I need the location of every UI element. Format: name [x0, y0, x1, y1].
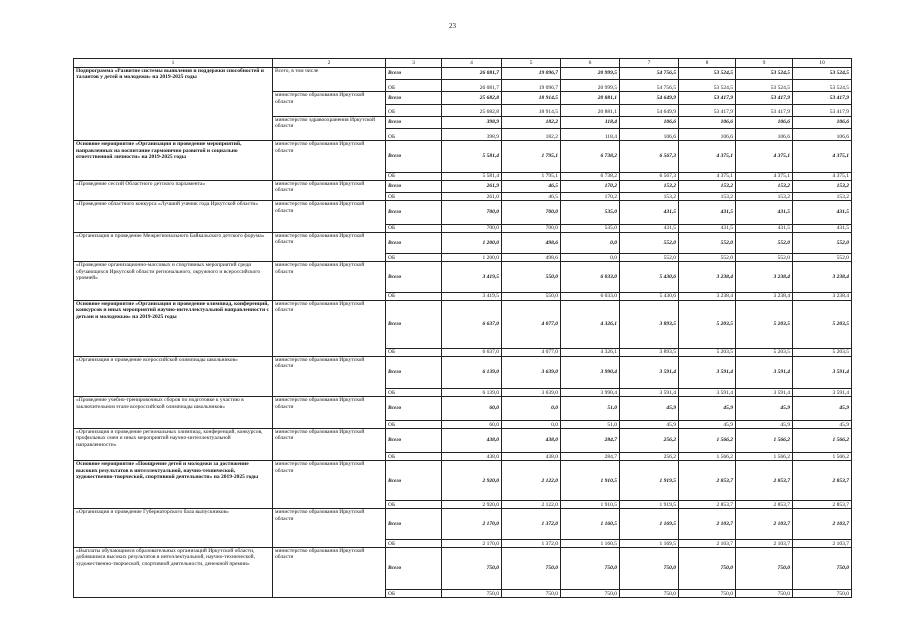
amount-cell: 4 375,1: [736, 172, 793, 180]
amount-cell: 26 081,7: [442, 80, 502, 92]
amount-cell: 53 524,5: [793, 80, 852, 92]
amount-cell: 431,5: [679, 201, 736, 224]
executor-cell: министерство образования Иркутской области: [273, 461, 386, 509]
funding-source-cell: ОБ: [386, 501, 442, 509]
funding-source-cell: ОБ: [386, 292, 442, 300]
amount-cell: 1 200,0: [442, 254, 502, 262]
amount-cell: 535,0: [561, 201, 620, 224]
funding-source-cell: ОБ: [386, 453, 442, 461]
amount-cell: 26 081,7: [442, 68, 502, 80]
amount-cell: 4 375,1: [793, 172, 852, 180]
amount-cell: 45,9: [736, 397, 793, 420]
amount-cell: 18 914,5: [502, 104, 561, 116]
amount-cell: 3 419,5: [442, 262, 502, 293]
amount-cell: 398,9: [442, 129, 502, 141]
executor-cell: министерство образования Иркутской области: [273, 509, 386, 548]
amount-cell: 3 990,4: [561, 389, 620, 397]
amount-cell: 53 417,9: [679, 92, 736, 104]
amount-cell: 535,0: [561, 224, 620, 232]
amount-cell: 3 591,4: [736, 389, 793, 397]
amount-cell: 2 122,0: [502, 461, 561, 501]
amount-cell: 3 591,4: [793, 389, 852, 397]
executor-cell: министерство образования Иркутской области: [273, 201, 386, 233]
amount-cell: 1 566,2: [793, 428, 852, 452]
amount-cell: 25 682,8: [442, 92, 502, 104]
amount-cell: 431,5: [620, 224, 679, 232]
table-row: [74, 300, 852, 348]
amount-cell: 1 566,2: [679, 428, 736, 452]
executor-cell: министерство образования Иркутской области: [273, 92, 386, 116]
amount-cell: 700,0: [442, 201, 502, 224]
amount-cell: 552,0: [793, 254, 852, 262]
amount-cell: 6 738,2: [561, 172, 620, 180]
amount-cell: 5 430,6: [620, 262, 679, 293]
amount-cell: 261,9: [442, 180, 502, 192]
amount-cell: 2 853,7: [793, 461, 852, 501]
funding-source-cell: ОБ: [386, 193, 442, 201]
amount-cell: 1 566,2: [736, 428, 793, 452]
amount-cell: 2 103,7: [793, 539, 852, 547]
amount-cell: 4 375,1: [679, 141, 736, 173]
amount-cell: 2 920,0: [442, 501, 502, 509]
funding-source-cell: Всего: [386, 92, 442, 104]
amount-cell: 431,5: [679, 224, 736, 232]
amount-cell: 53 524,5: [679, 68, 736, 80]
table-row: [74, 68, 852, 80]
amount-cell: 700,0: [502, 224, 561, 232]
amount-cell: 5 203,5: [793, 300, 852, 348]
amount-cell: 261,0: [442, 193, 502, 201]
amount-cell: 6 637,0: [442, 300, 502, 348]
amount-cell: 552,0: [620, 254, 679, 262]
amount-cell: 51,0: [561, 420, 620, 428]
program-name-cell: «Проведение сессий Областного детского парламента»: [74, 180, 273, 200]
funding-source-cell: Всего: [386, 141, 442, 173]
funding-source-cell: Всего: [386, 397, 442, 420]
amount-cell: 153,2: [793, 180, 852, 192]
amount-cell: 4 077,0: [502, 348, 561, 356]
amount-cell: 750,0: [793, 547, 852, 589]
program-name-cell: «Организация и проведение Межрегионального Байкальского детского форума»: [74, 232, 273, 261]
amount-cell: 6 637,0: [442, 348, 502, 356]
amount-cell: 20 999,5: [561, 68, 620, 80]
amount-cell: 2 122,0: [502, 501, 561, 509]
amount-cell: 700,0: [502, 201, 561, 224]
amount-cell: 700,0: [442, 224, 502, 232]
amount-cell: 2 103,7: [736, 509, 793, 540]
program-name-cell: «Проведение организационно-массовых и спортивных мероприятий среди обучающихся Иркутской области регионального, окружного и всероссийского уровней»: [74, 262, 273, 301]
table-row: [74, 201, 852, 224]
amount-cell: 19 096,7: [502, 80, 561, 92]
amount-cell: 54 649,9: [620, 92, 679, 104]
executor-cell: министерство образования Иркутской области: [273, 180, 386, 200]
amount-cell: 182,2: [502, 116, 561, 128]
amount-cell: 53 417,9: [736, 104, 793, 116]
amount-cell: 106,6: [620, 129, 679, 141]
column-header: 10: [793, 59, 852, 68]
amount-cell: 256,2: [620, 453, 679, 461]
amount-cell: 1 566,2: [736, 453, 793, 461]
amount-cell: 4 375,1: [736, 141, 793, 173]
amount-cell: 53 417,9: [679, 104, 736, 116]
amount-cell: 284,7: [561, 453, 620, 461]
table-row: [74, 232, 852, 253]
amount-cell: 46,5: [502, 193, 561, 201]
amount-cell: 1 795,1: [502, 141, 561, 173]
amount-cell: 51,0: [561, 397, 620, 420]
amount-cell: 54 756,5: [620, 80, 679, 92]
amount-cell: 5 203,5: [793, 348, 852, 356]
executor-cell: министерство образования Иркутской области: [273, 232, 386, 261]
amount-cell: 431,5: [736, 201, 793, 224]
amount-cell: 750,0: [620, 547, 679, 589]
table-body: [74, 68, 852, 598]
column-header: 2: [273, 59, 386, 68]
amount-cell: 750,0: [561, 589, 620, 597]
funding-source-cell: Всего: [386, 262, 442, 293]
amount-cell: 54 756,5: [620, 68, 679, 80]
amount-cell: 106,6: [736, 129, 793, 141]
amount-cell: 118,4: [561, 116, 620, 128]
amount-cell: 53 417,9: [793, 104, 852, 116]
amount-cell: 3 238,4: [736, 292, 793, 300]
amount-cell: 2 103,7: [793, 509, 852, 540]
amount-cell: 438,0: [502, 428, 561, 452]
amount-cell: 1 919,5: [620, 461, 679, 501]
amount-cell: 6 567,3: [620, 172, 679, 180]
amount-cell: 1 160,5: [561, 539, 620, 547]
funding-source-cell: Всего: [386, 509, 442, 540]
amount-cell: 1 910,5: [561, 461, 620, 501]
amount-cell: 3 238,4: [679, 262, 736, 293]
funding-source-cell: Всего: [386, 300, 442, 348]
amount-cell: 498,6: [502, 232, 561, 253]
amount-cell: 2 103,7: [679, 509, 736, 540]
funding-source-cell: ОБ: [386, 348, 442, 356]
table-row: [74, 547, 852, 589]
column-header: 1: [74, 59, 273, 68]
program-name-cell: Основное мероприятие «Организация и проведение мероприятий, направленных на воспитание гармонично развитой и социально ответственной личности» на 2019-2025 годы: [74, 141, 273, 181]
funding-source-cell: Всего: [386, 232, 442, 253]
executor-cell: министерство образования Иркутской области: [273, 300, 386, 356]
column-header: 9: [736, 59, 793, 68]
amount-cell: 0,0: [561, 232, 620, 253]
amount-cell: 1 919,5: [620, 501, 679, 509]
amount-cell: 256,2: [620, 428, 679, 452]
amount-cell: 1 169,5: [620, 539, 679, 547]
amount-cell: 552,0: [679, 254, 736, 262]
amount-cell: 18 914,5: [502, 92, 561, 104]
amount-cell: 6 139,0: [442, 389, 502, 397]
amount-cell: 2 103,7: [736, 539, 793, 547]
program-name-cell: «Организация и проведение региональных олимпиад, конференций, конкурсов, профильных смен и иных мероприятий научно-интеллектуальной направленности»: [74, 428, 273, 461]
funding-source-cell: Всего: [386, 461, 442, 501]
amount-cell: 53 524,5: [736, 68, 793, 80]
amount-cell: 45,9: [679, 397, 736, 420]
amount-cell: 1 160,5: [561, 509, 620, 540]
program-name-cell: «Проведение областного конкурса «Лучший ученик года Иркутской области»: [74, 201, 273, 233]
amount-cell: 431,5: [793, 201, 852, 224]
table-row: [74, 180, 852, 192]
amount-cell: 45,9: [679, 420, 736, 428]
amount-cell: 153,2: [793, 193, 852, 201]
amount-cell: 750,0: [502, 589, 561, 597]
amount-cell: 53 524,5: [793, 68, 852, 80]
amount-cell: 2 170,0: [442, 539, 502, 547]
amount-cell: 153,2: [679, 193, 736, 201]
amount-cell: 1 372,0: [502, 509, 561, 540]
amount-cell: 3 639,0: [502, 356, 561, 389]
amount-cell: 106,6: [679, 129, 736, 141]
executor-cell: министерство образования Иркутской области: [273, 547, 386, 597]
amount-cell: 153,2: [679, 180, 736, 192]
funding-source-cell: Всего: [386, 356, 442, 389]
program-name-cell: «Организация и проведение Губернаторского бала выпускников»: [74, 509, 273, 548]
amount-cell: 170,2: [561, 193, 620, 201]
amount-cell: 2 853,7: [679, 461, 736, 501]
executor-cell: Всего, в том числе: [273, 68, 386, 92]
amount-cell: 750,0: [442, 589, 502, 597]
table-row: [74, 141, 852, 173]
amount-cell: 46,5: [502, 180, 561, 192]
executor-cell: министерство образования Иркутской области: [273, 356, 386, 397]
table-row: [74, 461, 852, 501]
budget-table: [73, 58, 852, 598]
amount-cell: 45,9: [620, 397, 679, 420]
amount-cell: 5 430,6: [620, 292, 679, 300]
amount-cell: 438,0: [502, 453, 561, 461]
amount-cell: 6 139,0: [442, 356, 502, 389]
program-name-cell: Подпрограмма «Развитие системы выявления и поддержки способностей и талантов у детей и молодежи» на 2019-2025 годы: [74, 68, 273, 141]
table-row: [74, 509, 852, 540]
amount-cell: 552,0: [679, 232, 736, 253]
amount-cell: 3 591,4: [679, 389, 736, 397]
executor-cell: министерство образования Иркутской области: [273, 262, 386, 301]
amount-cell: 438,0: [442, 428, 502, 452]
program-name-cell: Основное мероприятие «Организация и проведение олимпиад, конференций, конкурсов и иных мероприятий научно-интеллектуальной направленности с детьми и молодежью» на 2019-2025 годы: [74, 300, 273, 356]
amount-cell: 5 203,5: [679, 300, 736, 348]
funding-source-cell: ОБ: [386, 589, 442, 597]
amount-cell: 1 566,2: [793, 453, 852, 461]
amount-cell: 6 033,0: [561, 262, 620, 293]
amount-cell: 0,0: [502, 397, 561, 420]
amount-cell: 2 853,7: [736, 461, 793, 501]
amount-cell: 2 103,7: [679, 539, 736, 547]
amount-cell: 53 417,9: [736, 92, 793, 104]
funding-source-cell: Всего: [386, 68, 442, 80]
amount-cell: 3 990,4: [561, 356, 620, 389]
amount-cell: 1 910,5: [561, 501, 620, 509]
amount-cell: 398,9: [442, 116, 502, 128]
funding-source-cell: Всего: [386, 116, 442, 128]
amount-cell: 438,0: [442, 453, 502, 461]
column-header: 3: [386, 59, 442, 68]
amount-cell: 5 581,4: [442, 141, 502, 173]
executor-cell: министерство образования Иркутской области: [273, 141, 386, 181]
amount-cell: 106,6: [620, 116, 679, 128]
amount-cell: 750,0: [679, 589, 736, 597]
amount-cell: 106,6: [793, 116, 852, 128]
column-header: 5: [502, 59, 561, 68]
amount-cell: 1 200,0: [442, 232, 502, 253]
amount-cell: 6 567,3: [620, 141, 679, 173]
amount-cell: 6 738,2: [561, 141, 620, 173]
amount-cell: 552,0: [736, 254, 793, 262]
amount-cell: 498,6: [502, 254, 561, 262]
amount-cell: 60,0: [442, 420, 502, 428]
amount-cell: 750,0: [793, 589, 852, 597]
amount-cell: 750,0: [679, 547, 736, 589]
amount-cell: 3 238,4: [793, 292, 852, 300]
amount-cell: 3 591,4: [620, 356, 679, 389]
funding-source-cell: Всего: [386, 201, 442, 224]
amount-cell: 3 893,5: [620, 300, 679, 348]
funding-source-cell: ОБ: [386, 420, 442, 428]
amount-cell: 750,0: [736, 589, 793, 597]
amount-cell: 4 326,1: [561, 300, 620, 348]
column-header: 8: [679, 59, 736, 68]
amount-cell: 25 682,8: [442, 104, 502, 116]
funding-source-cell: ОБ: [386, 539, 442, 547]
amount-cell: 431,5: [793, 224, 852, 232]
funding-source-cell: Всего: [386, 428, 442, 452]
amount-cell: 3 419,5: [442, 292, 502, 300]
amount-cell: 1 169,5: [620, 509, 679, 540]
amount-cell: 284,7: [561, 428, 620, 452]
amount-cell: 19 096,7: [502, 68, 561, 80]
amount-cell: 153,2: [620, 180, 679, 192]
amount-cell: 431,5: [620, 201, 679, 224]
amount-cell: 106,6: [793, 129, 852, 141]
amount-cell: 5 203,5: [736, 300, 793, 348]
amount-cell: 550,0: [502, 262, 561, 293]
amount-cell: 5 581,4: [442, 172, 502, 180]
amount-cell: 552,0: [793, 232, 852, 253]
program-name-cell: «Проведение учебно-тренировочных сборов по подготовке к участию в заключительном этапе всероссийской олимпиады школьников»: [74, 397, 273, 429]
amount-cell: 53 524,5: [679, 80, 736, 92]
amount-cell: 1 566,2: [679, 453, 736, 461]
amount-cell: 20 881,1: [561, 92, 620, 104]
amount-cell: 3 238,4: [736, 262, 793, 293]
amount-cell: 0,0: [502, 420, 561, 428]
executor-cell: министерство образования Иркутской области: [273, 428, 386, 461]
table-row: [74, 428, 852, 452]
program-name-cell: Основное мероприятие «Поощрение детей и молодежи за достижение высоких результатов в интеллектуальной, научно-технической, художественно-творческой, спортивной деятельности» на 2019-2025 годы: [74, 461, 273, 509]
amount-cell: 106,6: [736, 116, 793, 128]
amount-cell: 2 853,7: [793, 501, 852, 509]
amount-cell: 750,0: [620, 589, 679, 597]
amount-cell: 750,0: [736, 547, 793, 589]
funding-source-cell: ОБ: [386, 254, 442, 262]
amount-cell: 45,9: [736, 420, 793, 428]
funding-source-cell: ОБ: [386, 224, 442, 232]
funding-source-cell: ОБ: [386, 172, 442, 180]
amount-cell: 4 077,0: [502, 300, 561, 348]
amount-cell: 1 795,1: [502, 172, 561, 180]
amount-cell: 20 999,5: [561, 80, 620, 92]
amount-cell: 170,2: [561, 180, 620, 192]
amount-cell: 550,0: [502, 292, 561, 300]
amount-cell: 3 238,4: [679, 292, 736, 300]
amount-cell: 153,2: [736, 180, 793, 192]
executor-cell: министерство образования Иркутской области: [273, 397, 386, 429]
header-row: [74, 59, 852, 68]
amount-cell: 2 920,0: [442, 461, 502, 501]
amount-cell: 5 203,5: [679, 348, 736, 356]
amount-cell: 20 881,1: [561, 104, 620, 116]
amount-cell: 3 591,4: [736, 356, 793, 389]
amount-cell: 3 591,4: [793, 356, 852, 389]
column-header: 6: [561, 59, 620, 68]
page-number: 23: [449, 22, 456, 30]
funding-source-cell: ОБ: [386, 129, 442, 141]
amount-cell: 750,0: [502, 547, 561, 589]
amount-cell: 3 591,4: [679, 356, 736, 389]
funding-source-cell: Всего: [386, 547, 442, 589]
funding-source-cell: ОБ: [386, 104, 442, 116]
amount-cell: 106,6: [679, 116, 736, 128]
table-row: [74, 397, 852, 420]
amount-cell: 0,0: [561, 254, 620, 262]
amount-cell: 53 417,9: [793, 92, 852, 104]
amount-cell: 5 203,5: [736, 348, 793, 356]
amount-cell: 750,0: [561, 547, 620, 589]
executor-cell: министерство здравоохранения Иркутской области: [273, 116, 386, 140]
program-name-cell: «Выплаты обучающимся образовательных организаций Иркутской области, добившимся высоких результатов в интеллектуальной, научно-технической, художественно-творческой, спортивной деятельности, денежной премии»: [74, 547, 273, 597]
amount-cell: 4 375,1: [793, 141, 852, 173]
column-header: 7: [620, 59, 679, 68]
amount-cell: 118,4: [561, 129, 620, 141]
table-row: [74, 356, 852, 389]
column-header: 4: [442, 59, 502, 68]
funding-source-cell: ОБ: [386, 80, 442, 92]
amount-cell: 153,2: [620, 193, 679, 201]
amount-cell: 53 524,5: [736, 80, 793, 92]
amount-cell: 45,9: [620, 420, 679, 428]
amount-cell: 552,0: [736, 232, 793, 253]
table-row: [74, 262, 852, 293]
amount-cell: 2 170,0: [442, 509, 502, 540]
amount-cell: 3 591,4: [620, 389, 679, 397]
amount-cell: 3 893,5: [620, 348, 679, 356]
amount-cell: 4 375,1: [679, 172, 736, 180]
amount-cell: 182,2: [502, 129, 561, 141]
amount-cell: 1 372,0: [502, 539, 561, 547]
amount-cell: 45,9: [793, 420, 852, 428]
amount-cell: 431,5: [736, 224, 793, 232]
funding-source-cell: ОБ: [386, 389, 442, 397]
amount-cell: 2 853,7: [679, 501, 736, 509]
amount-cell: 2 853,7: [736, 501, 793, 509]
amount-cell: 54 649,9: [620, 104, 679, 116]
amount-cell: 3 238,4: [793, 262, 852, 293]
amount-cell: 153,2: [736, 193, 793, 201]
program-name-cell: «Организация и проведение всероссийской олимпиады школьников»: [74, 356, 273, 397]
amount-cell: 4 326,1: [561, 348, 620, 356]
funding-source-cell: Всего: [386, 180, 442, 192]
amount-cell: 60,0: [442, 397, 502, 420]
amount-cell: 3 639,0: [502, 389, 561, 397]
amount-cell: 6 033,0: [561, 292, 620, 300]
amount-cell: 750,0: [442, 547, 502, 589]
amount-cell: 552,0: [620, 232, 679, 253]
amount-cell: 45,9: [793, 397, 852, 420]
